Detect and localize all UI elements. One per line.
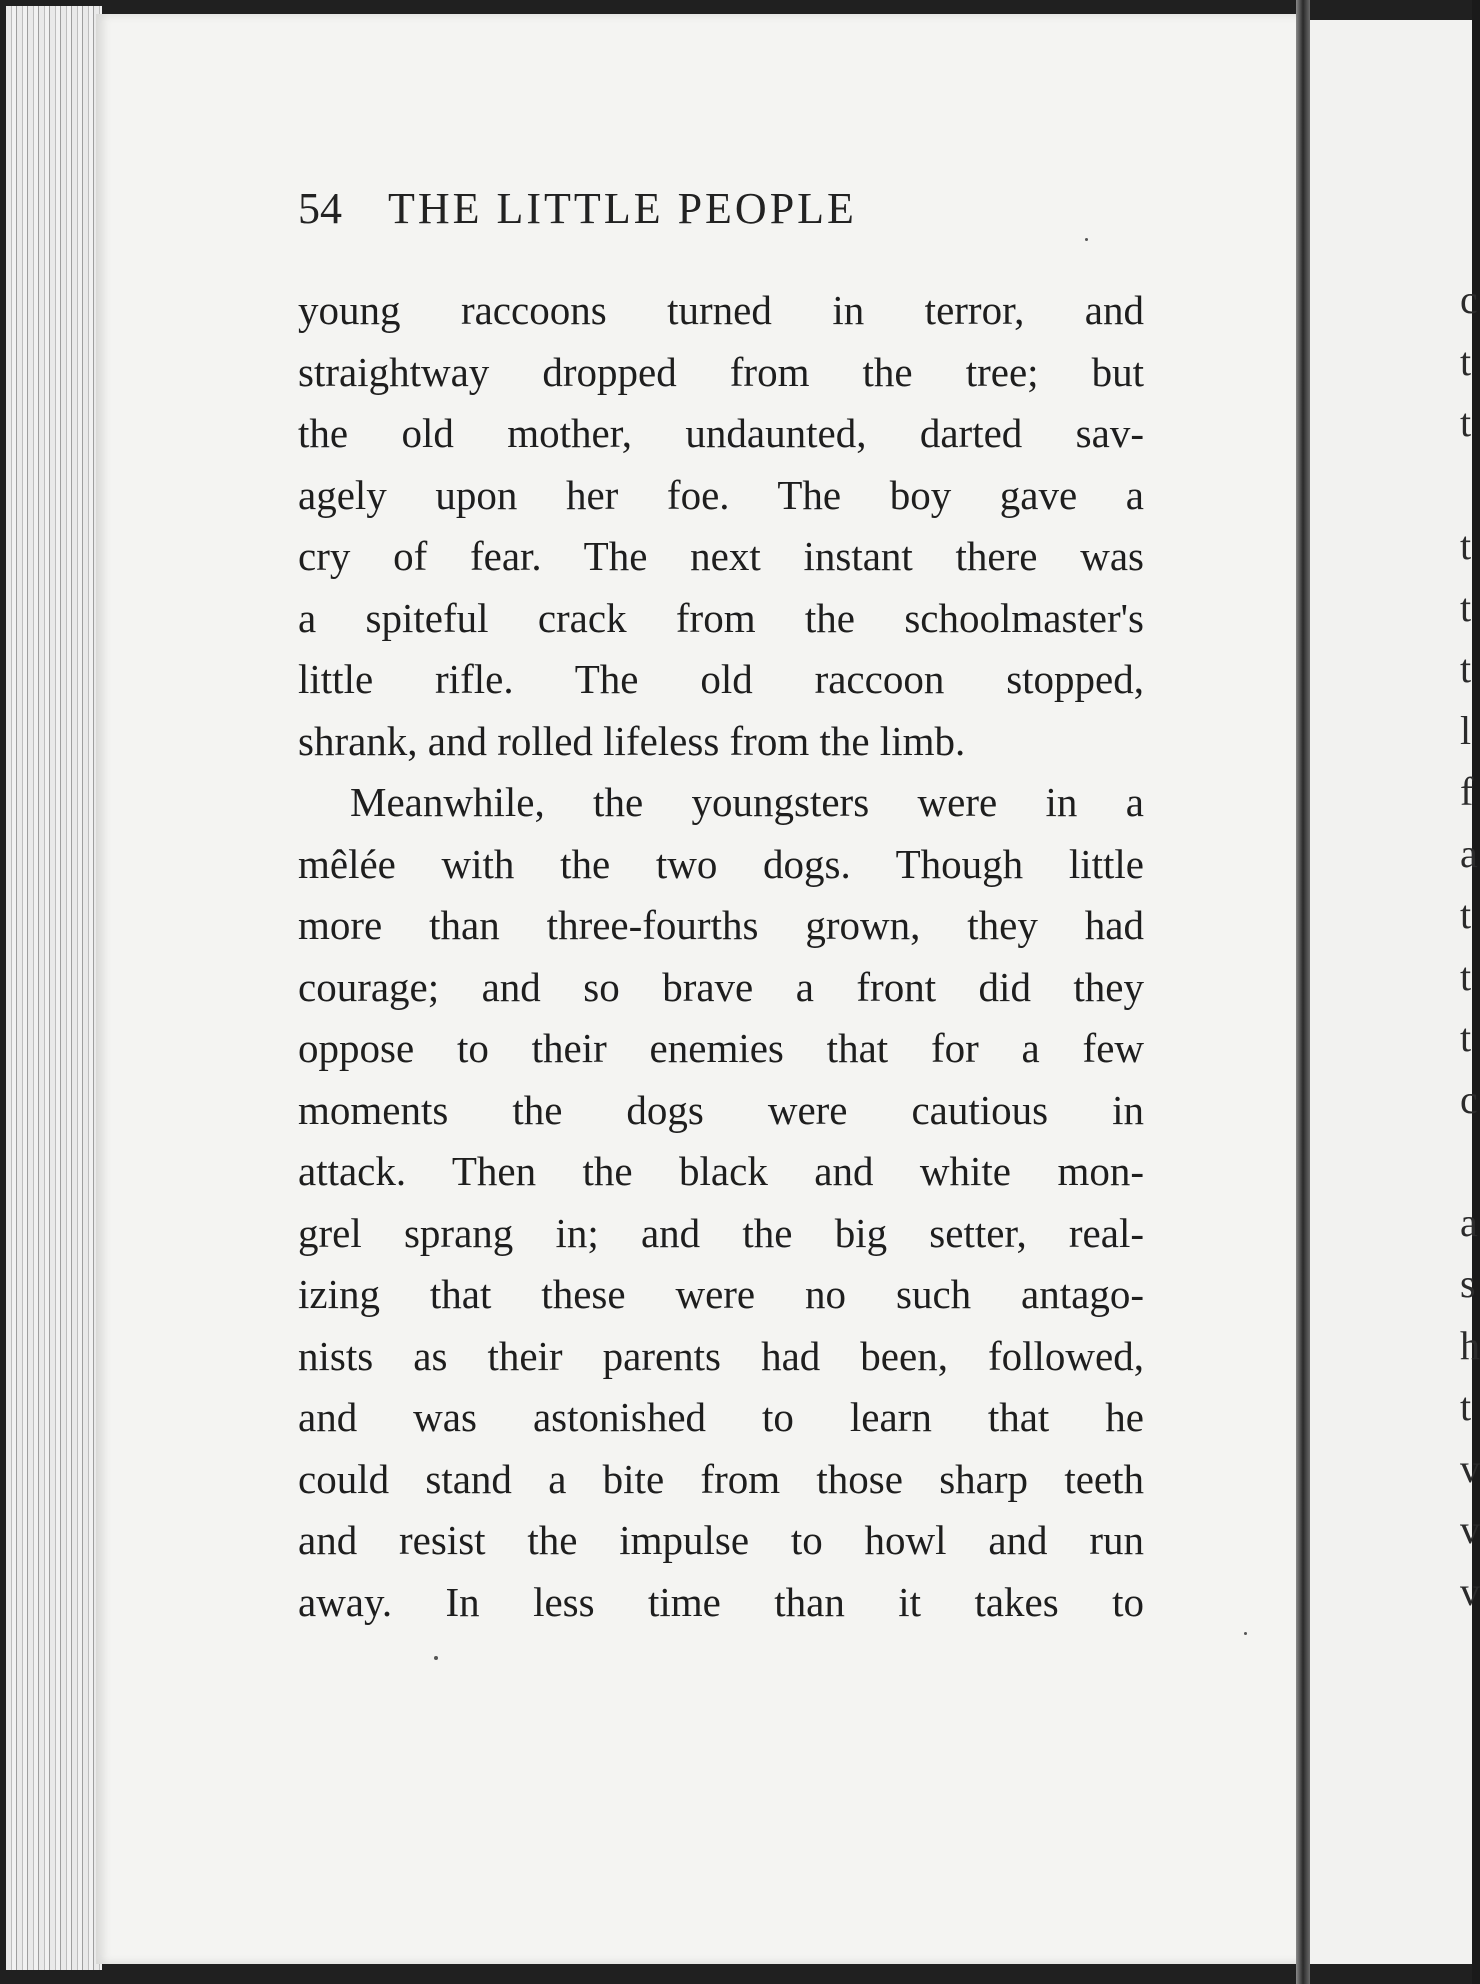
facing-page-letter: v bbox=[1460, 1507, 1480, 1552]
text-line: a spiteful crack from the schoolmaster's bbox=[298, 594, 1144, 641]
text-line: and was astonished to learn that he bbox=[298, 1394, 1144, 1440]
text-line: the old mother, undaunted, darted sav- bbox=[298, 410, 1144, 456]
facing-page-letter: s bbox=[1460, 1261, 1476, 1306]
book-gutter bbox=[1296, 0, 1310, 1984]
facing-page-letter: l bbox=[1460, 707, 1472, 753]
text-line: moments the dogs were cautious in bbox=[298, 1086, 1144, 1133]
text-line: away. In less time than it takes to bbox=[298, 1578, 1144, 1625]
facing-page-letter: h bbox=[1460, 1322, 1480, 1368]
text-line: courage; and so brave a front did they bbox=[298, 963, 1144, 1010]
facing-page-letter: t bbox=[1460, 1384, 1472, 1429]
running-head-title: THE LITTLE PEOPLE bbox=[388, 184, 857, 233]
facing-page-letter: c bbox=[1460, 277, 1478, 322]
running-header bbox=[298, 183, 1018, 239]
facing-page-letter: f bbox=[1460, 769, 1474, 814]
facing-page-letter: v bbox=[1460, 1445, 1480, 1491]
page-number: 54 bbox=[298, 184, 342, 233]
text-line: young raccoons turned in terror, and bbox=[298, 287, 1144, 333]
facing-page-letter: t bbox=[1460, 1015, 1472, 1060]
facing-page-letter: v bbox=[1460, 1568, 1480, 1614]
text-line: nists as their parents had been, followed, bbox=[298, 1332, 1144, 1379]
scan-speck bbox=[434, 1656, 438, 1660]
text-line: little rifle. The old raccoon stopped, bbox=[298, 656, 1144, 702]
page-edges bbox=[6, 6, 102, 1970]
text-line: shrank, and rolled lifeless from the limb. bbox=[298, 717, 966, 764]
text-line: Meanwhile, the youngsters were in a bbox=[350, 779, 1144, 825]
text-line: cry of fear. The next instant there was bbox=[298, 533, 1144, 579]
facing-page-letter: t bbox=[1460, 400, 1472, 445]
text-line: attack. Then the black and white mon- bbox=[298, 1148, 1144, 1194]
facing-page-letter: a bbox=[1460, 1199, 1478, 1245]
facing-page-letter: t bbox=[1460, 338, 1472, 384]
facing-page-letter: a bbox=[1460, 830, 1478, 876]
facing-page-letter: t bbox=[1460, 523, 1472, 568]
facing-page-letter: t bbox=[1460, 584, 1472, 630]
text-line: oppose to their enemies that for a few bbox=[298, 1025, 1144, 1071]
facing-page bbox=[1310, 20, 1480, 1964]
facing-page-letter: t bbox=[1460, 953, 1472, 999]
text-line: izing that these were no such antago- bbox=[298, 1271, 1144, 1317]
text-line: could stand a bite from those sharp teeth bbox=[298, 1455, 1144, 1502]
text-line: agely upon her foe. The boy gave a bbox=[298, 471, 1144, 518]
scan-speck bbox=[1244, 1632, 1247, 1635]
page-body-text bbox=[298, 280, 1144, 1633]
text-line: straightway dropped from the tree; but bbox=[298, 348, 1144, 395]
text-line: and resist the impulse to howl and run bbox=[298, 1517, 1144, 1563]
facing-page-letter: t bbox=[1460, 892, 1472, 937]
text-line: grel sprang in; and the big setter, real- bbox=[298, 1209, 1144, 1256]
scan-speck bbox=[1085, 238, 1088, 241]
facing-page-letter: t bbox=[1460, 646, 1472, 691]
text-line: more than three-fourths grown, they had bbox=[298, 902, 1144, 948]
facing-page-letter: c bbox=[1460, 1076, 1478, 1122]
text-line: mêlée with the two dogs. Though little bbox=[298, 840, 1144, 887]
